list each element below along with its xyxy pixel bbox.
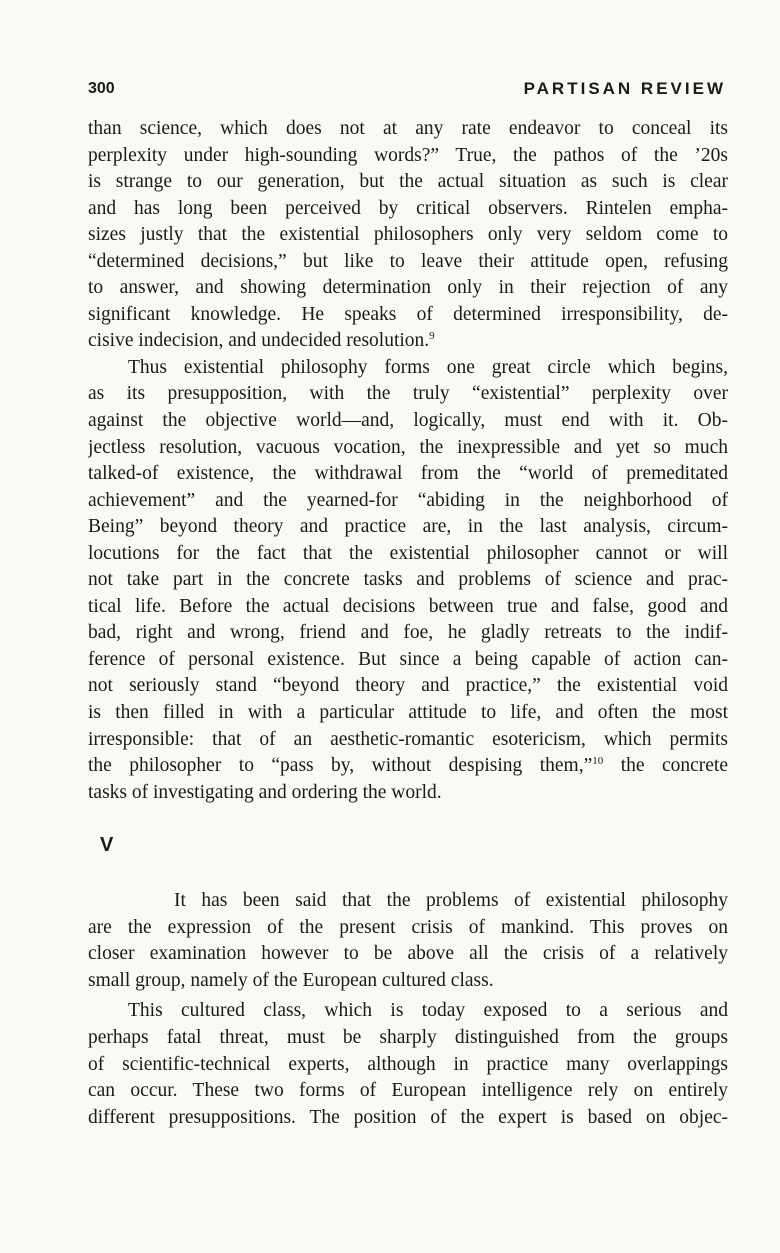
text-line: “determined decisions,” but like to leave their attitude open, refusing (88, 250, 728, 272)
text-line: is then filled in with a particular attitude to life, and often the most (88, 702, 728, 724)
text-line: tasks of investigating and ordering the world. (88, 781, 442, 803)
text-line: bad, right and wrong, friend and foe, he gladly retreats to the indif- (88, 622, 728, 644)
text-line: closer examination however to be above all the crisis of a relatively (88, 943, 728, 965)
text-line-content: the concrete (603, 755, 728, 777)
text-line: Being” beyond theory and practice are, in the last analysis, circum- (88, 516, 728, 538)
text-line: can occur. These two forms of European intelligence rely on entirely (88, 1080, 728, 1102)
text-line-content: cisive indecision, and undecided resolution. (88, 330, 430, 352)
text-line: perhaps fatal threat, must be sharply distinguished from the groups (88, 1026, 728, 1048)
page-header (88, 78, 726, 100)
paragraph-2 (88, 355, 728, 806)
text-line: and has long been perceived by critical observers. Rintelen empha- (88, 197, 728, 219)
running-head: PARTISAN REVIEW (523, 79, 726, 98)
text-line: irresponsible: that of an aesthetic-romantic esotericism, which permits (88, 728, 728, 750)
text-line: small group, namely of the European cultured class. (88, 969, 494, 991)
text-line: not take part in the concrete tasks and problems of science and prac- (88, 569, 728, 591)
text-line: significant knowledge. He speaks of determined irresponsibility, de- (88, 303, 728, 325)
text-line: locutions for the fact that the existential philosopher cannot or will (88, 542, 728, 564)
text-line: than science, which does not at any rate endeavor to conceal its (88, 118, 728, 139)
text-line: perplexity under high-sounding words?” True, the pathos of the ’20s (88, 144, 728, 166)
text-line: of scientific-technical experts, although in practice many overlappings (88, 1053, 728, 1075)
text-line: achievement” and the yearned-for “abiding in the neighborhood of (88, 489, 728, 511)
text-line: talked-of existence, the withdrawal from the “world of premeditated (88, 463, 728, 485)
body-text (88, 116, 728, 1131)
footnote-mark: 9 (429, 330, 435, 343)
text-line: tical life. Before the actual decisions between true and false, good and (88, 595, 728, 617)
text-line: sizes justly that the existential philosophers only very seldom come to (88, 224, 728, 246)
text-line: is strange to our generation, but the actual situation as such is clear (88, 171, 728, 193)
page-number: 300 (88, 80, 115, 97)
text-line: ference of personal existence. But since a being capable of action can- (88, 648, 728, 670)
text-line (88, 888, 728, 915)
text-line: This cultured class, which is today exposed to a serious and (128, 1000, 728, 1022)
text-line: are the expression of the present crisis of mankind. This proves on (88, 916, 728, 938)
text-line: not seriously stand “beyond theory and practice,” the existential void (88, 675, 728, 697)
text-line: to answer, and showing determination only in their rejection of any (88, 277, 728, 299)
text-line-content: It has been said that the problems of existential philosophy (174, 890, 728, 912)
footnote-mark: 10 (592, 755, 604, 768)
text-line-content: the philosopher to “pass by, without despising them,” (88, 755, 593, 777)
text-line (88, 328, 728, 355)
text-line (88, 753, 728, 780)
paragraph-1 (88, 116, 728, 355)
text-line: different presuppositions. The position of the expert is based on objec- (88, 1106, 728, 1128)
paragraph-3 (88, 888, 728, 994)
paragraph-4 (88, 998, 728, 1131)
section-heading: V (100, 834, 114, 857)
text-line: Thus existential philosophy forms one great circle which begins, (128, 356, 728, 378)
text-line: as its presupposition, with the truly “existential” perplexity over (88, 383, 728, 405)
text-line: jectless resolution, vacuous vocation, the inexpressible and yet so much (88, 436, 728, 458)
text-line: against the objective world—and, logically, must end with it. Ob- (88, 410, 728, 432)
